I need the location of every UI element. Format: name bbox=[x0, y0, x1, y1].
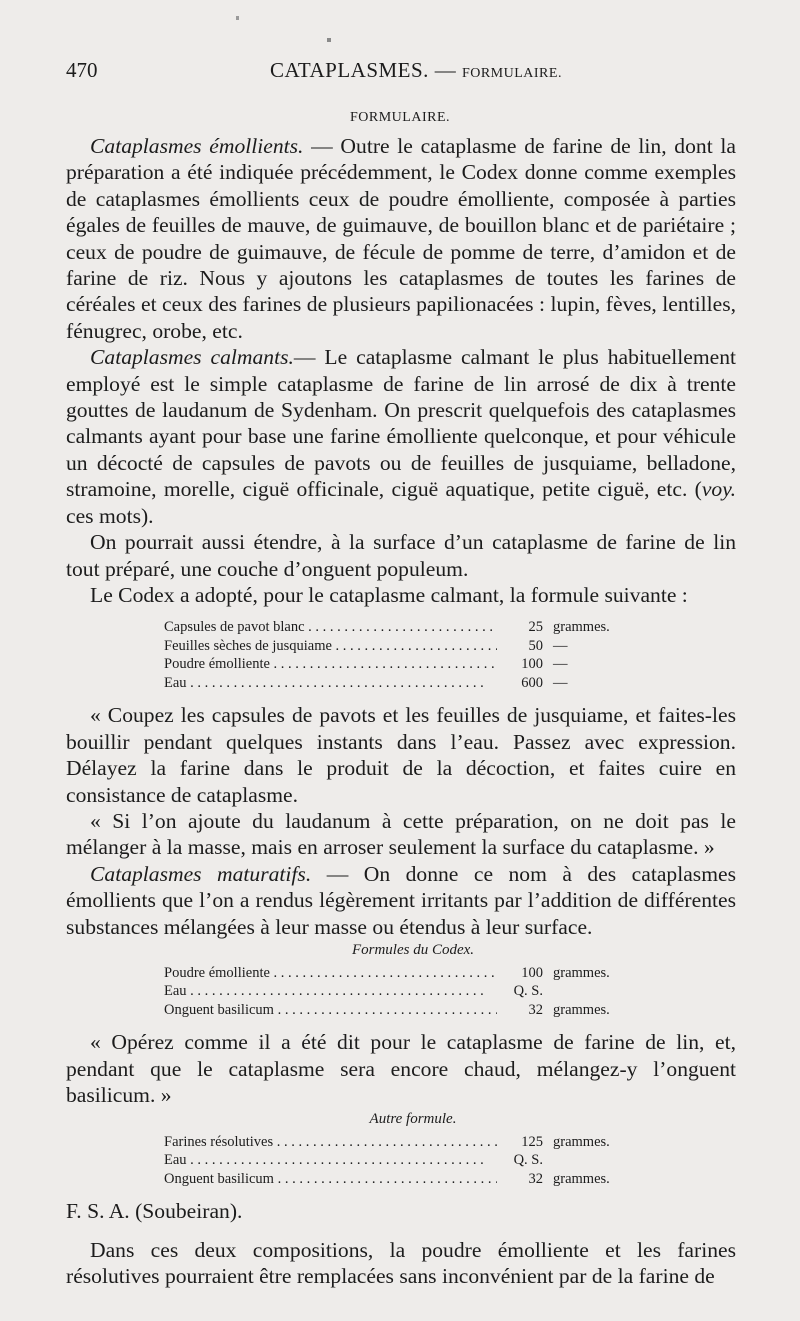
ink-speck bbox=[236, 16, 239, 20]
ingredient-qty: Q. S. bbox=[513, 983, 543, 1000]
ingredient-unit bbox=[543, 1151, 649, 1170]
formula-row bbox=[164, 1170, 649, 1189]
ink-speck bbox=[327, 38, 331, 42]
ingredient-name: Poudre émolliente . . . bbox=[164, 964, 497, 983]
paragraph-text: — Outre le cataplasme de farine de lin, dont la préparation a été indiquée précédemment, le Codex donne comme exemples de cataplasmes émollients ceux de poudre émolliente, composée à parties égales de feuilles de mauve, de guimauve, de bouillon blanc et de pariétaire ; ceux de poudre de guimauve, de fécule de pomme de terre, d’amidon et de farine de riz. Nous y ajoutons les cataplasmes de toutes les farines de céréales et ceux des farines de plusieurs papilionacées : lupin, fèves, lentilles, fénugrec, orobe, etc. bbox=[66, 134, 736, 343]
formula-row bbox=[164, 655, 649, 674]
paragraph-lead: Cataplasmes calmants. bbox=[90, 345, 294, 370]
paragraph-text: ces mots). bbox=[66, 503, 154, 528]
formula-row bbox=[164, 637, 649, 656]
ingredient-unit: — bbox=[553, 656, 568, 673]
running-header bbox=[66, 58, 736, 88]
paragraph-cataplasmes-maturatifs bbox=[66, 861, 736, 940]
running-title bbox=[270, 58, 562, 83]
running-title-main: CATAPLASMES. bbox=[270, 58, 429, 82]
formula-row bbox=[164, 618, 649, 637]
paragraph-cataplasmes-emollients bbox=[66, 133, 736, 344]
ingredient-name: Eau . . . bbox=[164, 982, 497, 1001]
ingredient-name: Poudre émolliente . . . bbox=[164, 655, 497, 674]
ingredient-unit: — bbox=[553, 637, 568, 654]
ingredient-unit: — bbox=[553, 674, 568, 691]
ingredient-qty: 50 bbox=[528, 637, 543, 654]
formula-title-codex: Formules du Codex. bbox=[351, 941, 475, 958]
voy-abbreviation: voy. bbox=[701, 477, 736, 502]
running-title-dash: — bbox=[434, 58, 457, 82]
ingredient-qty: Q. S. bbox=[513, 1152, 543, 1169]
ingredient-unit: grammes. bbox=[553, 1001, 610, 1018]
paragraph-coupez: « Coupez les capsules de pavots et les feuilles de jusquiame, et faites-les bouillir pendant quelques instants dans l’eau. Passez avec expression. Délayez la farine dans le produit de la décoction, et faites cuire en consistance de cataplasme. bbox=[66, 703, 736, 807]
ingredient-name: Capsules de pavot blanc . . . bbox=[164, 618, 497, 637]
ingredient-qty: 100 bbox=[521, 964, 543, 981]
paragraph-laudanum: « Si l’on ajoute du laudanum à cette préparation, on ne doit pas le mélanger à la masse, mais en arroser seulement la surface du cataplasme. » bbox=[66, 808, 736, 860]
paragraph-text: — Le cataplasme calmant le plus habituellement employé est le simple cataplasme de farine de lin arrosé de dix à trente gouttes de laudanum de Sydenham. On prescrit quelquefois des cataplasmes calmants ayant pour base une farine émolliente quelconque, et pour véhicule un décocté de capsules de pavots ou de feuilles de jusquiame, belladone, stramoine, morelle, ciguë officinale, ciguë aquatique, petite ciguë, etc. ( bbox=[66, 345, 737, 502]
ingredient-unit: grammes. bbox=[553, 1170, 610, 1187]
ingredient-name: Farines résolutives . . . bbox=[164, 1133, 497, 1152]
ingredient-unit bbox=[543, 982, 649, 1001]
paragraph-onguent-populeum: On pourrait aussi étendre, à la surface d’un cataplasme de farine de lin tout préparé, une couche d’onguent populeum. bbox=[66, 530, 736, 581]
paragraph-operez: « Opérez comme il a été dit pour le cataplasme de farine de lin, et, pendant que le cataplasme sera encore chaud, mélangez-y l’onguent basilicum. » bbox=[66, 1030, 736, 1108]
ingredient-unit: grammes. bbox=[553, 1133, 610, 1150]
formula-row bbox=[164, 1151, 649, 1170]
formula-title-autre: Autre formule. bbox=[369, 1110, 457, 1127]
section-heading: FORMULAIRE. bbox=[349, 110, 450, 125]
ingredient-name: Onguent basilicum . . . bbox=[164, 1170, 497, 1189]
ingredient-unit: grammes. bbox=[553, 619, 610, 636]
page-number: 470 bbox=[66, 58, 98, 82]
ingredient-name: Eau . . . bbox=[164, 674, 497, 693]
ingredient-name: Onguent basilicum . . . bbox=[164, 1001, 497, 1020]
paragraph-lead: Cataplasmes émollients. bbox=[90, 134, 304, 158]
formula-row bbox=[164, 982, 649, 1001]
ingredient-qty: 25 bbox=[528, 619, 543, 636]
formula-row bbox=[164, 674, 649, 693]
ingredient-qty: 32 bbox=[528, 1001, 543, 1018]
paragraph-dans-ces-deux: Dans ces deux compositions, la poudre émolliente et les farines résolutives pourraient être remplacées sans inconvénient par de la farine de bbox=[66, 1237, 736, 1288]
formula-row bbox=[164, 1001, 649, 1020]
ingredient-qty: 600 bbox=[521, 674, 543, 691]
formula-row bbox=[164, 1133, 649, 1152]
paragraph-text: — On donne ce nom à des cataplasmes émollients que l’on a rendus légèrement irritants par l’addition de différentes substances mélangées à leur masse ou étendus à leur surface. bbox=[66, 861, 736, 939]
paragraph-codex-formule: Le Codex a adopté, pour le cataplasme calmant, la formule suivante : bbox=[90, 582, 688, 607]
ingredient-unit: grammes. bbox=[553, 964, 610, 981]
formula-row bbox=[164, 964, 649, 983]
formula-table-calmant bbox=[164, 618, 649, 692]
ingredient-qty: 32 bbox=[528, 1170, 543, 1187]
ingredient-name: Feuilles sèches de jusquiame . . . bbox=[164, 637, 497, 656]
page-body bbox=[66, 133, 736, 1289]
paragraph-lead: Cataplasmes maturatifs. bbox=[90, 861, 312, 886]
running-title-sub: FORMULAIRE. bbox=[461, 66, 562, 81]
ingredient-name: Eau . . . bbox=[164, 1151, 497, 1170]
formula-table-codex bbox=[164, 964, 649, 1020]
paragraph-cataplasmes-calmants bbox=[66, 344, 736, 529]
paragraph-fsa: F. S. A. (Soubeiran). bbox=[66, 1199, 243, 1224]
formula-table-autre bbox=[164, 1133, 649, 1189]
ingredient-qty: 125 bbox=[521, 1133, 543, 1150]
ingredient-qty: 100 bbox=[521, 656, 543, 673]
